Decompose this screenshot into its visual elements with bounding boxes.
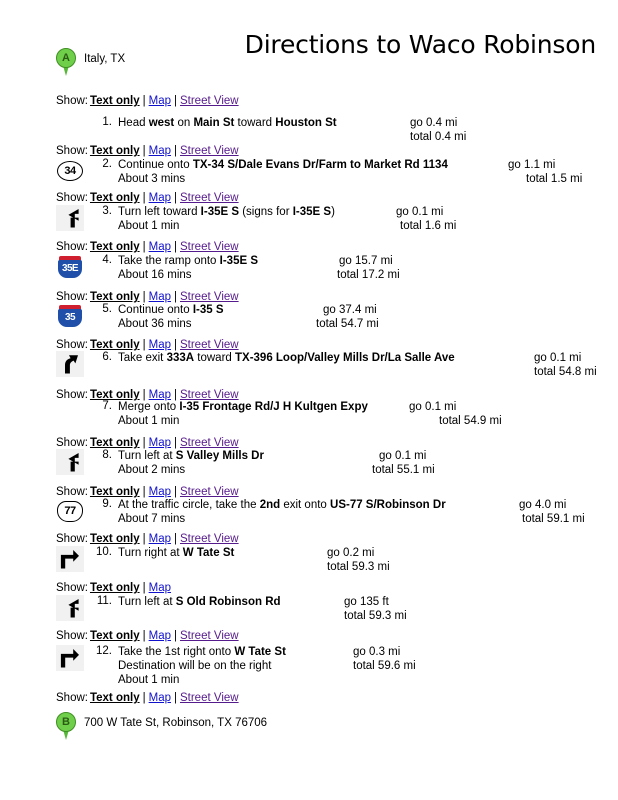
show-option-text-only[interactable]: Text only — [89, 291, 140, 303]
show-separator: | — [142, 437, 146, 449]
show-options-row — [56, 241, 239, 254]
step-distance-total: total 1.6 mi — [400, 220, 457, 232]
show-option-street-view[interactable]: Street View — [179, 437, 239, 449]
show-separator: | — [142, 145, 146, 157]
step-icon-maneuver — [56, 449, 84, 475]
step-distance-go: go 0.1 mi — [409, 401, 457, 413]
route-shield-interstate-icon: 35E — [58, 256, 82, 278]
step-instruction: Take the ramp onto I-35E S — [118, 255, 259, 267]
step-icon-slot — [56, 351, 86, 379]
show-separator: | — [142, 241, 146, 253]
step-icon-slot — [56, 498, 86, 526]
show-label: Show: — [56, 389, 88, 401]
show-label: Show: — [56, 291, 88, 303]
step-duration: About 2 mins — [118, 464, 186, 476]
step-icon-route-shield — [56, 498, 84, 524]
show-options-row — [56, 582, 171, 595]
show-separator: | — [173, 389, 177, 401]
step-distance-go: go 4.0 mi — [519, 499, 567, 511]
step-duration: About 3 mins — [118, 173, 186, 185]
show-options-row — [56, 692, 239, 705]
show-option-map[interactable]: Map — [148, 582, 171, 594]
show-option-text-only[interactable]: Text only — [89, 486, 140, 498]
show-label: Show: — [56, 692, 88, 704]
step-icon-slot — [56, 546, 86, 574]
step-icon-slot — [56, 158, 86, 186]
step-body — [118, 400, 604, 428]
show-separator: | — [173, 291, 177, 303]
step-distance-total: total 0.4 mi — [410, 131, 467, 143]
show-options-row — [56, 95, 239, 108]
turn-left-arrow-icon — [60, 452, 80, 472]
show-option-street-view[interactable]: Street View — [179, 241, 239, 253]
step-distance-go: go 0.1 mi — [396, 206, 444, 218]
step-number: 10. — [96, 546, 112, 558]
step-distance-go: go 0.1 mi — [534, 352, 582, 364]
show-option-map[interactable]: Map — [148, 389, 171, 401]
show-option-map[interactable]: Map — [148, 630, 171, 642]
show-option-street-view[interactable]: Street View — [179, 692, 239, 704]
step-icon-route-shield — [56, 303, 84, 329]
show-option-text-only[interactable]: Text only — [89, 692, 140, 704]
step-distance-total: total 59.3 mi — [344, 610, 407, 622]
step-distance-total: total 55.1 mi — [372, 464, 435, 476]
step-instruction: Take exit 333A toward TX-396 Loop/Valley Mills Dr/La Salle Ave — [118, 352, 455, 364]
show-label: Show: — [56, 630, 88, 642]
show-option-street-view[interactable]: Street View — [179, 339, 239, 351]
show-option-text-only[interactable]: Text only — [89, 192, 140, 204]
step-instruction: Turn right at W Tate St — [118, 547, 235, 559]
show-option-text-only[interactable]: Text only — [89, 582, 140, 594]
show-option-map[interactable]: Map — [148, 533, 171, 545]
pin-letter: B — [56, 712, 76, 732]
step-distance-total: total 59.3 mi — [327, 561, 390, 573]
step-icon-maneuver — [56, 595, 84, 621]
show-separator: | — [173, 241, 177, 253]
step-number: 3. — [102, 205, 112, 217]
step-distance-go: go 1.1 mi — [508, 159, 556, 171]
step-distance-go: go 15.7 mi — [339, 255, 393, 267]
step-icon-slot — [56, 254, 86, 282]
step-distance-total: total 54.9 mi — [439, 415, 502, 427]
step-number: 11. — [96, 595, 112, 607]
show-separator: | — [142, 95, 146, 107]
show-separator: | — [173, 95, 177, 107]
show-label: Show: — [56, 95, 88, 107]
show-option-map[interactable]: Map — [148, 339, 171, 351]
show-label: Show: — [56, 437, 88, 449]
step-instruction: Turn left at S Old Robinson Rd — [118, 596, 281, 608]
step-body — [118, 351, 604, 365]
origin-label: Italy, TX — [84, 53, 126, 65]
show-separator: | — [173, 533, 177, 545]
destination-label: 700 W Tate St, Robinson, TX 76706 — [84, 717, 268, 729]
show-label: Show: — [56, 339, 88, 351]
step-number: 4. — [102, 254, 112, 266]
step-icon-slot — [56, 303, 86, 331]
show-option-map[interactable]: Map — [148, 241, 171, 253]
step-instruction: At the traffic circle, take the 2nd exit onto US-77 S/Robinson Dr — [118, 499, 446, 511]
show-option-street-view[interactable]: Street View — [179, 95, 239, 107]
show-separator: | — [142, 692, 146, 704]
step-number: 5. — [102, 303, 112, 315]
show-option-street-view[interactable]: Street View — [179, 192, 239, 204]
map-pin-a-icon — [56, 48, 78, 80]
step-number: 9. — [102, 498, 112, 510]
show-option-street-view[interactable]: Street View — [179, 389, 239, 401]
show-separator: | — [142, 630, 146, 642]
show-separator: | — [142, 192, 146, 204]
show-label: Show: — [56, 241, 88, 253]
step-distance-total: total 59.6 mi — [353, 660, 416, 672]
show-option-text-only[interactable]: Text only — [89, 145, 140, 157]
origin-endpoint — [56, 48, 125, 80]
step-icon-maneuver — [56, 546, 84, 572]
show-separator: | — [173, 437, 177, 449]
turn-left-arrow-icon — [60, 208, 80, 228]
show-options-row — [56, 145, 239, 158]
step-icon-maneuver — [56, 645, 84, 671]
show-options-row — [56, 533, 239, 546]
destination-endpoint — [56, 712, 267, 744]
show-option-text-only[interactable]: Text only — [89, 95, 140, 107]
show-label: Show: — [56, 192, 88, 204]
show-separator: | — [173, 630, 177, 642]
show-option-street-view[interactable]: Street View — [179, 630, 239, 642]
step-instruction: Turn left at S Valley Mills Dr — [118, 450, 264, 462]
pin-letter: A — [56, 48, 76, 68]
step-icon-maneuver — [56, 351, 84, 377]
show-option-street-view[interactable]: Street View — [179, 533, 239, 545]
show-option-map[interactable]: Map — [148, 692, 171, 704]
show-option-map[interactable]: Map — [148, 192, 171, 204]
step-duration: About 36 mins — [118, 318, 192, 330]
show-label: Show: — [56, 533, 88, 545]
show-separator: | — [142, 339, 146, 351]
step-icon-slot — [56, 205, 86, 233]
step-instruction: Continue onto TX-34 S/Dale Evans Dr/Farm to Market Rd 1134 — [118, 159, 448, 171]
step-instruction: Continue onto I-35 S — [118, 304, 224, 316]
step-distance-go: go 0.4 mi — [410, 117, 458, 129]
show-option-text-only[interactable]: Text only — [89, 533, 140, 545]
show-option-text-only[interactable]: Text only — [89, 339, 140, 351]
step-icon-slot — [56, 595, 86, 623]
show-option-text-only[interactable]: Text only — [89, 630, 140, 642]
show-option-map[interactable]: Map — [148, 486, 171, 498]
turn-right-arrow-icon — [60, 648, 80, 668]
step-number: 7. — [102, 400, 112, 412]
show-separator: | — [173, 192, 177, 204]
step-body — [118, 116, 604, 130]
show-option-map[interactable]: Map — [148, 437, 171, 449]
show-option-map[interactable]: Map — [148, 95, 171, 107]
show-separator: | — [173, 339, 177, 351]
step-distance-go: go 0.1 mi — [379, 450, 427, 462]
step-distance-go: go 135 ft — [344, 596, 389, 608]
show-separator: | — [173, 486, 177, 498]
step-duration: About 1 min — [118, 674, 180, 686]
route-shield-interstate-icon: 35 — [58, 305, 82, 327]
step-distance-total: total 1.5 mi — [526, 173, 583, 185]
show-separator: | — [142, 486, 146, 498]
route-shield-us-icon: 77 — [57, 501, 83, 522]
step-instruction: Merge onto I-35 Frontage Rd/J H Kultgen Expy — [118, 401, 368, 413]
step-icon-maneuver — [56, 205, 84, 231]
show-option-map[interactable]: Map — [148, 291, 171, 303]
show-separator: | — [142, 533, 146, 545]
show-separator: | — [173, 145, 177, 157]
turn-left-arrow-icon — [60, 598, 80, 618]
route-shield-state-icon: 34 — [57, 161, 83, 181]
show-options-row — [56, 192, 239, 205]
show-option-map[interactable]: Map — [148, 145, 171, 157]
step-instruction: Head west on Main St toward Houston St — [118, 117, 337, 129]
show-option-street-view[interactable]: Street View — [179, 486, 239, 498]
show-label: Show: — [56, 145, 88, 157]
step-instruction: Turn left toward I-35E S (signs for I-35E S) — [118, 206, 335, 218]
step-distance-total: total 17.2 mi — [337, 269, 400, 281]
step-body — [118, 205, 604, 233]
page-title: Directions to Waco Robinson — [244, 30, 596, 59]
step-duration: About 1 min — [118, 220, 180, 232]
step-icon-slot — [56, 645, 86, 673]
show-option-street-view[interactable]: Street View — [179, 291, 239, 303]
step-body — [118, 449, 604, 477]
step-distance-total: total 54.7 mi — [316, 318, 379, 330]
step-number: 6. — [102, 351, 112, 363]
show-label: Show: — [56, 486, 88, 498]
step-icon-route-shield — [56, 158, 84, 184]
step-duration: About 1 min — [118, 415, 180, 427]
step-number: 8. — [102, 449, 112, 461]
step-duration: Destination will be on the right — [118, 660, 272, 672]
step-icon-route-shield — [56, 254, 84, 280]
step-instruction: Take the 1st right onto W Tate St — [118, 646, 286, 658]
step-distance-total: total 54.8 mi — [534, 366, 597, 378]
step-number: 2. — [102, 158, 112, 170]
show-option-text-only[interactable]: Text only — [89, 389, 140, 401]
show-label: Show: — [56, 582, 88, 594]
show-separator: | — [142, 291, 146, 303]
step-distance-go: go 0.3 mi — [353, 646, 401, 658]
ramp-right-arrow-icon — [60, 354, 80, 374]
step-distance-go: go 0.2 mi — [327, 547, 375, 559]
step-duration: About 16 mins — [118, 269, 192, 281]
show-separator: | — [173, 692, 177, 704]
show-separator: | — [142, 389, 146, 401]
step-duration: About 7 mins — [118, 513, 186, 525]
show-options-row — [56, 630, 239, 643]
map-pin-b-icon — [56, 712, 78, 744]
show-option-text-only[interactable]: Text only — [89, 437, 140, 449]
turn-right-arrow-icon — [60, 549, 80, 569]
step-distance-total: total 59.1 mi — [522, 513, 585, 525]
step-distance-go: go 37.4 mi — [323, 304, 377, 316]
step-number: 12. — [96, 645, 112, 657]
show-option-text-only[interactable]: Text only — [89, 241, 140, 253]
show-separator: | — [142, 582, 146, 594]
step-icon-slot — [56, 449, 86, 477]
show-option-street-view[interactable]: Street View — [179, 145, 239, 157]
step-number: 1. — [102, 116, 112, 128]
